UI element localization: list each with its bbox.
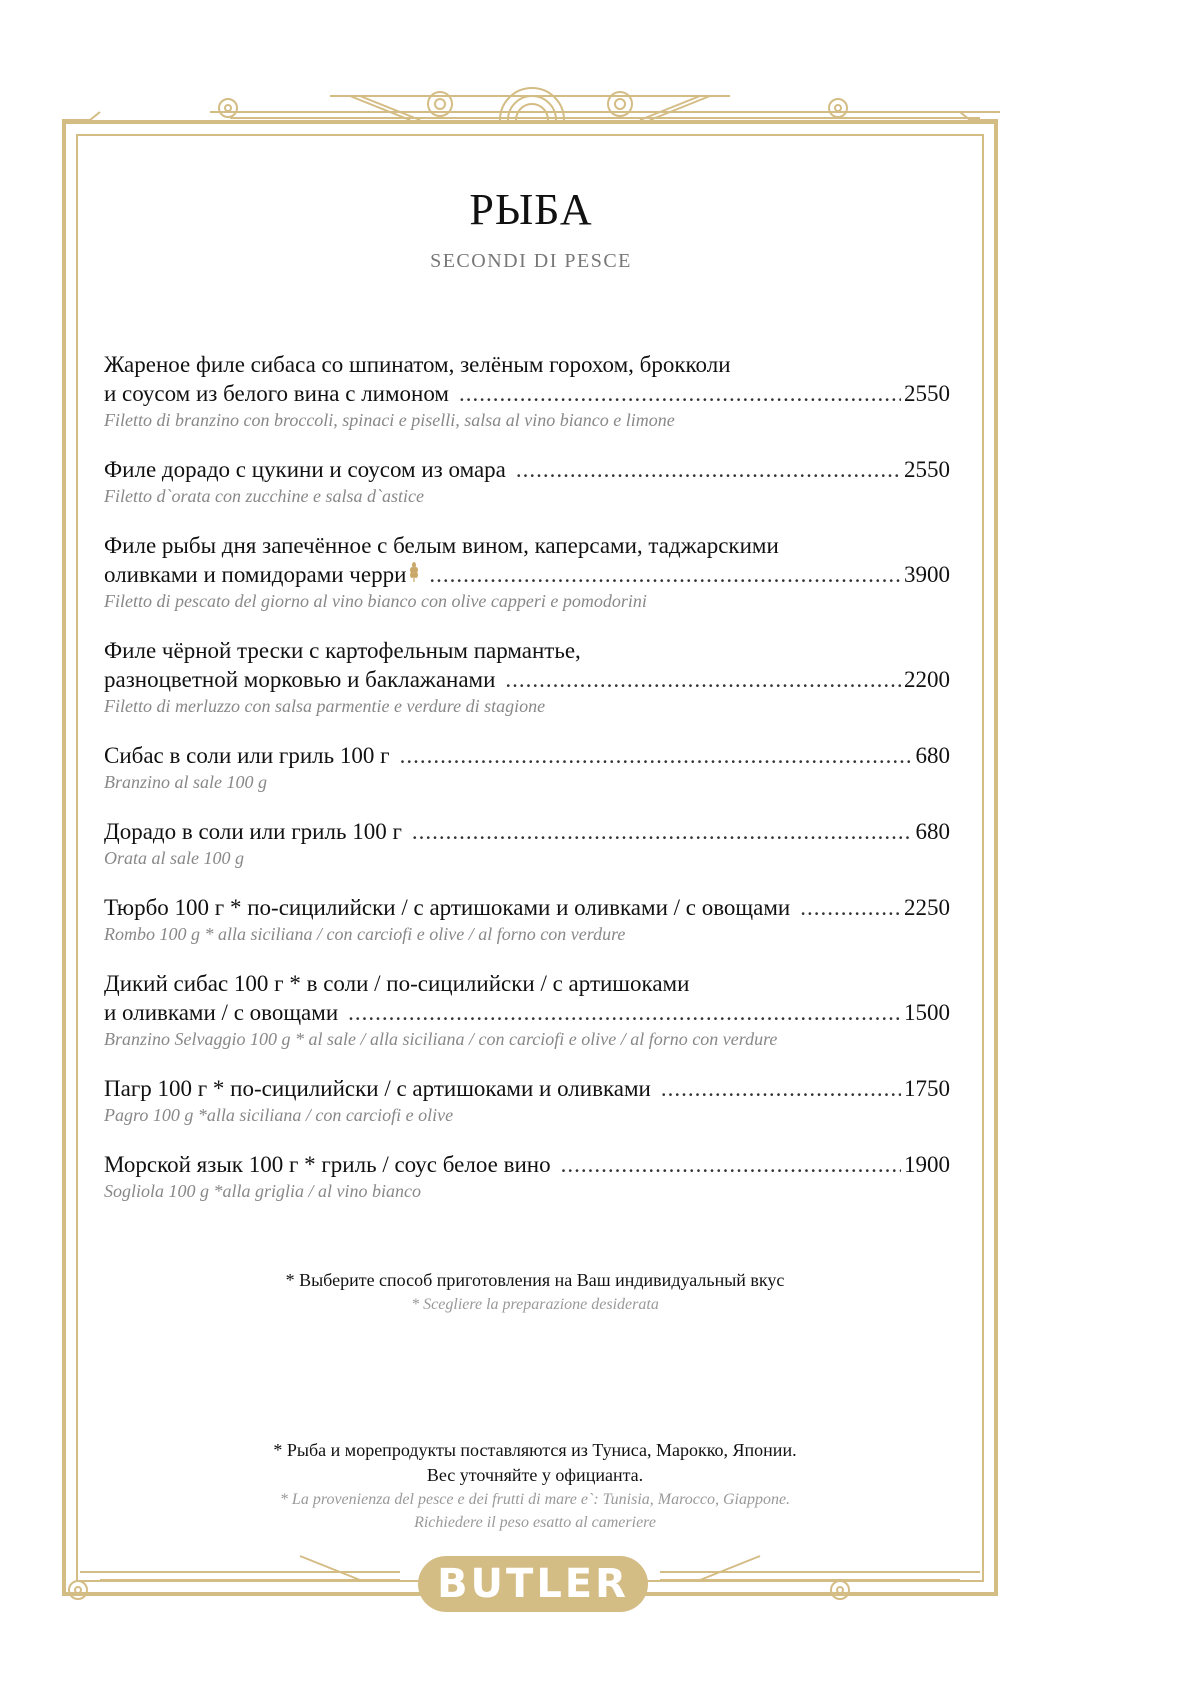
menu-item-leader-dots	[800, 893, 901, 922]
page-subtitle: SECONDI DI PESCE	[430, 250, 632, 272]
menu-item-name: и соусом из белого вина с лимоном	[104, 381, 449, 406]
menu-item-name: Дорадо в соли или гриль 100 г	[104, 819, 402, 844]
menu-item	[104, 741, 950, 795]
menu-item-name-line	[104, 893, 950, 922]
preparation-note-it: * Scegliere la preparazione desiderata	[411, 1296, 659, 1313]
menu-item-italian: Filetto di pescato del giorno al vino bianco con olive capperi e pomodorini	[104, 591, 647, 611]
preparation-note-ru: * Выберите способ приготовления на Ваш индивидуальный вкус	[285, 1270, 785, 1290]
menu-item-price: 680	[915, 819, 950, 844]
menu-item-italian: Filetto d`orata con zucchine e salsa d`astice	[104, 486, 424, 506]
menu-item-leader-dots	[516, 455, 901, 484]
menu-item-italian: Branzino Selvaggio 100 g * al sale / alla siciliana / con carciofi e olive / al forno con verdure	[104, 1029, 778, 1049]
butler-logo-text: BUTLER	[437, 1561, 629, 1607]
menu-item-price: 2550	[904, 381, 950, 406]
menu-item-name-line	[104, 998, 950, 1027]
menu-item-name-line	[104, 455, 950, 484]
top-ornament	[0, 78, 1200, 158]
menu-item	[104, 350, 950, 433]
menu-item-leader-dots	[505, 665, 901, 694]
menu-item-name-line	[104, 969, 950, 998]
menu-item-italian: Branzino al sale 100 g	[104, 772, 268, 792]
menu-item-italian: Pagro 100 g *alla siciliana / con carciofi e olive	[104, 1105, 454, 1125]
menu-item-italian: Orata al sale 100 g	[104, 848, 245, 868]
menu-item-name: Филе дорадо с цукини и соусом из омара	[104, 457, 506, 482]
menu-item-name: Сибас в соли или гриль 100 г	[104, 743, 390, 768]
menu-item-name-line	[104, 817, 950, 846]
menu-item-italian: Sogliola 100 g *alla griglia / al vino bianco	[104, 1181, 421, 1201]
menu-item-price: 2250	[904, 895, 950, 920]
menu-item-name-line	[104, 350, 950, 379]
menu-item	[104, 1074, 950, 1128]
menu-item-price: 2200	[904, 667, 950, 692]
menu-item-price: 1900	[904, 1152, 950, 1177]
origin-note-ru-1: * Рыба и морепродукты поставляются из Туниса, Марокко, Японии.	[273, 1440, 797, 1460]
menu-item-name-line	[104, 636, 950, 665]
origin-note-it-2: Richiedere il peso esatto al cameriere	[414, 1514, 656, 1531]
menu-item-name: Морской язык 100 г * гриль / соус белое вино	[104, 1152, 551, 1177]
menu-item-name-line	[104, 560, 950, 589]
menu-item-price: 1750	[904, 1076, 950, 1101]
menu-item-leader-dots	[459, 379, 901, 408]
origin-note-it-1: * La provenienza del pesce e dei frutti di mare e`: Tunisia, Marocco, Giappone.	[279, 1491, 791, 1508]
menu-item-name: разноцветной морковью и баклажанами	[104, 667, 496, 692]
menu-item	[104, 531, 950, 614]
menu-item-leader-dots	[429, 560, 901, 589]
menu-item-price: 3900	[904, 562, 950, 587]
menu-item-name-line	[104, 1074, 950, 1103]
menu-item-name-line	[104, 741, 950, 770]
menu-item	[104, 817, 950, 871]
menu-item	[104, 455, 950, 509]
preparation-note	[0, 1268, 1070, 1316]
menu-item	[104, 1150, 950, 1204]
menu-item	[104, 636, 950, 719]
menu-item-name: оливками и помидорами черри	[104, 562, 407, 587]
menu-item-name: Жареное филе сибаса со шпинатом, зелёным горохом, брокколи	[104, 352, 731, 377]
menu-item-name-line	[104, 1150, 950, 1179]
menu-item-name: Дикий сибас 100 г * в соли / по-сицилийски / с артишоками	[104, 971, 690, 996]
menu-item-price: 1500	[904, 1000, 950, 1025]
menu-item-leader-dots	[400, 741, 913, 770]
menu-item-name: Тюрбо 100 г * по-сицилийски / с артишоками и оливками / с овощами	[104, 895, 791, 920]
menu-item-italian: Filetto di merluzzo con salsa parmentie e verdure di stagione	[104, 696, 546, 716]
menu-item-name: Пагр 100 г * по-сицилийски / с артишоками и оливками	[104, 1076, 651, 1101]
menu-item-price: 680	[915, 743, 950, 768]
page-title: РЫБА	[469, 185, 593, 234]
menu-item-name-line	[104, 531, 950, 560]
menu-item-leader-dots	[561, 1150, 901, 1179]
menu-item-price: 2550	[904, 457, 950, 482]
butler-logo	[418, 1556, 648, 1612]
menu-item-leader-dots	[348, 998, 901, 1027]
menu-item	[104, 969, 950, 1052]
menu-item	[104, 893, 950, 947]
menu-item-leader-dots	[412, 817, 913, 846]
menu-list	[104, 350, 950, 1226]
menu-item-italian: Filetto di branzino con broccoli, spinaci e piselli, salsa al vino bianco e limone	[104, 410, 675, 430]
menu-item-italian: Rombo 100 g * alla siciliana / con carciofi e olive / al forno con verdure	[104, 924, 626, 944]
origin-note	[0, 1438, 1070, 1534]
menu-item-leader-dots	[661, 1074, 901, 1103]
menu-item-name: Филе рыбы дня запечённое с белым вином, каперсами, таджарскими	[104, 533, 779, 558]
origin-note-ru-2: Вес уточняйте у официанта.	[426, 1465, 644, 1485]
menu-item-name-line	[104, 379, 950, 408]
menu-item-name: Филе чёрной трески с картофельным пармантье,	[104, 638, 581, 663]
menu-item-name-line	[104, 665, 950, 694]
wheat-icon	[409, 560, 419, 589]
menu-item-name: и оливками / с овощами	[104, 1000, 339, 1025]
